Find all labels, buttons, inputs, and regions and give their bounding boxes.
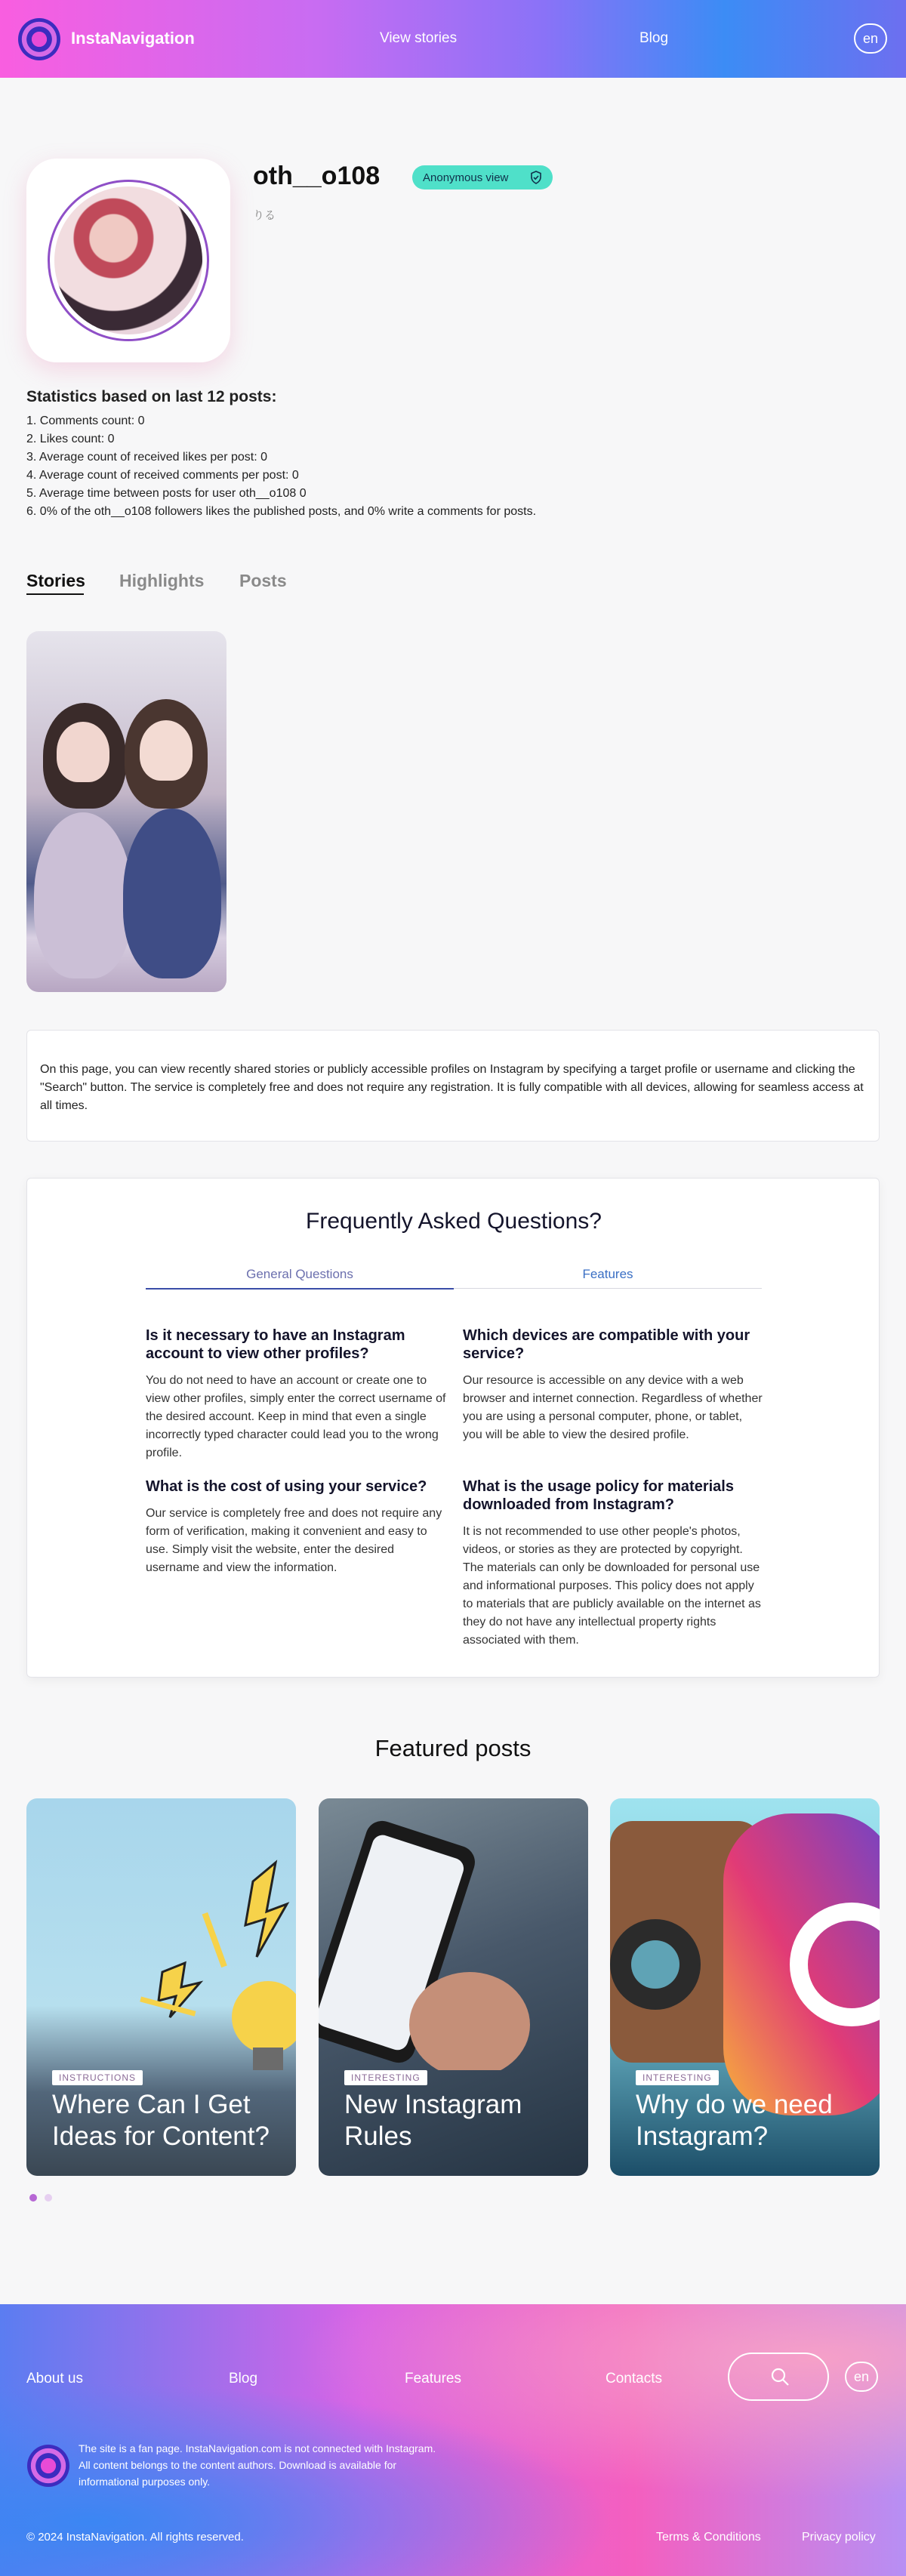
footer-search-button[interactable] — [728, 2353, 829, 2401]
faq-answer: Our resource is accessible on any device with a web browser and internet connection. Regardless of whether you are using a personal computer, phone, or tablet, you will be able to view the desired profile. — [463, 1374, 763, 1441]
nav-blog[interactable]: Blog — [639, 30, 669, 46]
stat-avg-comments: 4. Average count of received comments per post: 0 — [26, 469, 299, 482]
post-tag: INSTRUCTIONS — [52, 2070, 143, 2085]
footer-language-button[interactable]: en — [845, 2362, 878, 2392]
faq-question: What is the usage policy for materials downloaded from Instagram? — [463, 1478, 734, 1513]
site-footer — [0, 2304, 906, 2576]
faq-answer: You do not need to have an account or create one to view other profiles, simply enter the correct username of the desired account. Keep in mind that even a single incorrectly typed character could lead you to the wrong profile. — [146, 1374, 446, 1459]
language-button[interactable]: en — [854, 23, 887, 54]
tab-posts[interactable]: Posts — [239, 571, 287, 590]
footer-logo-icon[interactable] — [27, 2445, 69, 2487]
avatar-ring — [48, 180, 209, 341]
story-dress-right — [123, 809, 221, 978]
featured-title: Featured posts — [374, 1735, 532, 1761]
story-thumbnail[interactable] — [26, 631, 226, 992]
tab-highlights[interactable]: Highlights — [119, 571, 205, 590]
faq-answer: Our service is completely free and does not require any form of verification, making it convenient and easy to use. Simply visit the website, enter the desired username and view the information. — [146, 1507, 442, 1574]
post-title[interactable]: Why do we need Instagram? — [636, 2090, 833, 2151]
intro-text: On this page, you can view recently shared stories or publicly accessible profiles on Instagram by specifying a target profile or username and clicking the "Search" button. The service is completely free and does not require any registration. It is fully compatible with all devices, allowing for seamless access at all times. — [26, 1030, 880, 1142]
brand-name[interactable]: InstaNavigation — [71, 29, 195, 48]
post-title[interactable]: Where Can I Get Ideas for Content? — [52, 2090, 270, 2151]
stats-title: Statistics based on last 12 posts: — [26, 388, 277, 405]
story-face-right — [140, 720, 193, 781]
badge-label: Anonymous view — [423, 171, 509, 184]
shield-check-icon — [530, 171, 542, 184]
post-card[interactable] — [610, 1798, 880, 2176]
smartphone-icon — [319, 1798, 588, 2070]
footer-terms-link[interactable]: Terms & Conditions — [656, 2531, 761, 2544]
faq-tab-features[interactable]: Features — [454, 1267, 762, 1289]
stat-comments: 1. Comments count: 0 — [26, 414, 145, 427]
footer-blog-link[interactable]: Blog — [229, 2371, 258, 2386]
tab-active-indicator — [26, 593, 84, 595]
post-tag: INTERESTING — [636, 2070, 719, 2085]
stat-engagement: 6. 0% of the oth__o108 followers likes the published posts, and 0% write a comments for posts. — [26, 505, 537, 518]
footer-features-link[interactable]: Features — [405, 2371, 461, 2386]
logo-icon[interactable] — [18, 18, 60, 60]
story-face-left — [57, 722, 109, 782]
search-icon — [769, 2366, 790, 2387]
stat-avg-time: 5. Average time between posts for user oth__o108 0 — [26, 487, 307, 500]
avatar — [54, 186, 202, 334]
site-header — [0, 0, 906, 78]
carousel-dot-active[interactable] — [29, 2194, 37, 2202]
stat-likes: 2. Likes count: 0 — [26, 433, 115, 445]
post-card[interactable] — [319, 1798, 588, 2176]
footer-privacy-link[interactable]: Privacy policy — [802, 2531, 876, 2544]
post-card[interactable] — [26, 1798, 296, 2176]
story-dress-left — [34, 812, 132, 978]
faq-title: Frequently Asked Questions? — [306, 1209, 602, 1234]
anonymous-view-badge — [412, 165, 553, 190]
faq-question: What is the cost of using your service? — [146, 1478, 427, 1495]
faq-tab-general[interactable]: General Questions — [146, 1267, 454, 1290]
faq-question: Is it necessary to have an Instagram account to view other profiles? — [146, 1327, 405, 1362]
post-tag: INTERESTING — [344, 2070, 427, 2085]
footer-contacts-link[interactable]: Contacts — [606, 2371, 662, 2386]
lightbulb-icon — [26, 1798, 296, 2070]
footer-copyright: © 2024 InstaNavigation. All rights reserved. — [26, 2531, 244, 2544]
faq-answer: It is not recommended to use other people's photos, videos, or stories as they are protected by copyright. The materials can only be downloaded for personal use and informational purposes. This policy does not apply to materials that are publicly available on the internet as they do not have any intellectual property rights associated with them. — [463, 1525, 761, 1647]
profile-fullname: りる — [253, 209, 276, 222]
stat-avg-likes: 3. Average count of received likes per post: 0 — [26, 451, 268, 464]
avatar-card — [26, 159, 230, 362]
footer-disclaimer: The site is a fan page. InstaNavigation.com is not connected with Instagram. All content belongs to the content authors. Download is available for informational purposes only. — [79, 2442, 436, 2488]
profile-username: oth__o108 — [253, 162, 381, 190]
faq-section — [26, 1178, 880, 1678]
post-title[interactable]: New Instagram Rules — [344, 2090, 522, 2151]
faq-question: Which devices are compatible with your service? — [463, 1327, 750, 1362]
stats-list — [26, 412, 536, 521]
tab-stories[interactable]: Stories — [26, 571, 85, 590]
carousel-dot[interactable] — [45, 2194, 52, 2202]
nav-view-stories[interactable]: View stories — [380, 30, 458, 46]
footer-about-link[interactable]: About us — [26, 2371, 83, 2386]
